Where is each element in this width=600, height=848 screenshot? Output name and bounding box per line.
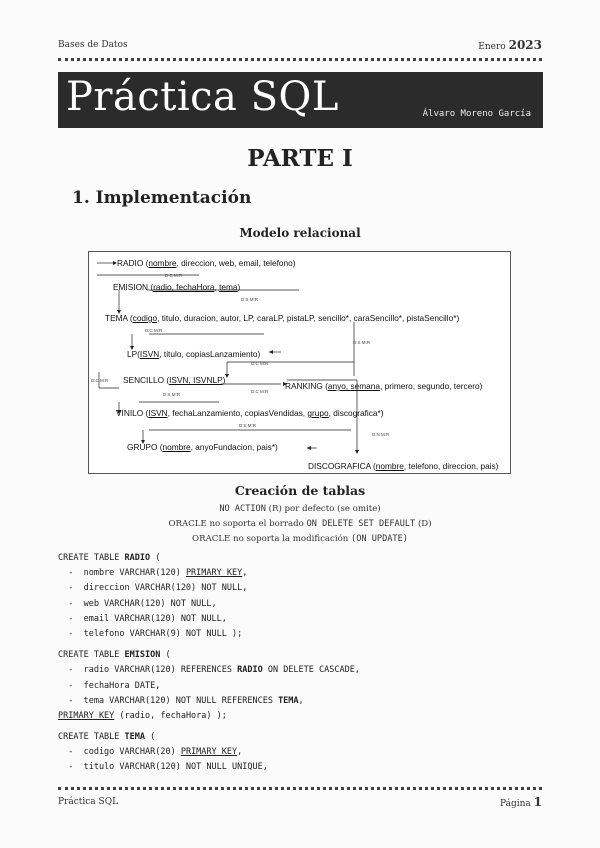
- footer-title: Práctica SQL: [58, 797, 119, 807]
- rule-tag: D:S M:R: [163, 392, 181, 397]
- header-divider: [58, 58, 542, 61]
- relational-model-diagram: [88, 251, 511, 474]
- entity-lp: LP(ISVN, titulo, copiasLanzamiento): [127, 349, 261, 359]
- rule-tag: D:C M:R: [251, 389, 269, 394]
- rule-tag: D:C M:R: [91, 378, 109, 383]
- header-year: 2023: [508, 38, 542, 52]
- header-month: Enero: [478, 42, 506, 52]
- note-oracle-update: ORACLE no soporta la modificación (ON UPDATE): [192, 534, 408, 544]
- code-line: - titulo VARCHAR(120) NOT NULL UNIQUE,: [58, 762, 268, 773]
- page-number: Página 1: [499, 795, 542, 809]
- rule-tag: D:C M:R: [145, 328, 163, 333]
- entity-ranking: RANKING (anyo, semana, primero, segundo, tercero): [285, 381, 483, 391]
- tables-title: Creación de tablas: [234, 483, 366, 498]
- entity-radio: RADIO (nombre, direccion, web, email, telefono): [117, 258, 296, 268]
- rule-tag: D:S M:R: [241, 297, 259, 302]
- page-header: [58, 38, 542, 54]
- part-title: PARTE I: [247, 145, 353, 172]
- footer-divider: [58, 787, 542, 790]
- rule-tag: D:N M:R: [372, 432, 390, 437]
- code-line: CREATE TABLE RADIO (: [58, 553, 161, 563]
- entity-discografica: DISCOGRAFICA (nombre, telefono, direccion, pais): [308, 461, 499, 471]
- header-date: [478, 38, 542, 52]
- section-title: 1. Implementación: [72, 188, 252, 208]
- note-no-action: NO ACTION (R) por defecto (se omite): [219, 504, 381, 514]
- code-line: - direccion VARCHAR(120) NOT NULL,: [58, 583, 248, 594]
- entity-emision: EMISION (radio, fechaHora, tema): [113, 282, 241, 292]
- model-title: Modelo relacional: [239, 226, 361, 240]
- rule-tag: D:C M:R: [165, 273, 183, 278]
- note-oracle-delete: ORACLE no soporta el borrado ON DELETE SET DEFAULT (D): [168, 519, 432, 529]
- code-line: - codigo VARCHAR(20) PRIMARY KEY,: [58, 747, 243, 758]
- code-line: PRIMARY KEY (radio, fechaHora) );: [58, 710, 227, 721]
- entity-sencillo: SENCILLO (ISVN, ISVNLP): [123, 375, 226, 385]
- code-line: CREATE TABLE TEMA (: [58, 732, 156, 743]
- document-title: Práctica SQL: [66, 74, 339, 120]
- author-name: Álvaro Moreno García: [422, 109, 531, 119]
- code-line: - telefono VARCHAR(9) NOT NULL );: [58, 628, 243, 639]
- code-line: - web VARCHAR(120) NOT NULL,: [58, 598, 217, 609]
- title-banner: [58, 72, 543, 128]
- page-footer: [58, 797, 542, 807]
- rule-tag: D:S M:R: [239, 423, 257, 428]
- code-line: - email VARCHAR(120) NOT NULL,: [58, 613, 227, 624]
- entity-grupo: GRUPO (nombre, anyoFundacion, pais*): [127, 442, 278, 452]
- code-line: - nombre VARCHAR(120) PRIMARY KEY,: [58, 568, 248, 579]
- rule-tag: D:C M:R: [251, 361, 269, 366]
- code-line: - fechaHora DATE,: [58, 680, 161, 691]
- sql-code-block: [58, 551, 360, 776]
- code-line: - tema VARCHAR(120) NOT NULL REFERENCES TEMA,: [58, 695, 304, 706]
- code-line: - radio VARCHAR(120) REFERENCES RADIO ON DELETE CASCADE,: [58, 665, 360, 676]
- rule-tag: D:S M:R: [353, 340, 371, 345]
- entity-tema: TEMA (codigo, titulo, duracion, autor, LP, caraLP, pistaLP, sencillo*, caraSencillo*, pistaSencillo*): [105, 313, 460, 323]
- entity-vinilo: VINILO (ISVN, fechaLanzamiento, copiasVendidas, grupo, discografica*): [116, 408, 384, 418]
- header-course: Bases de Datos: [58, 40, 128, 50]
- code-line: CREATE TABLE EMISION (: [58, 650, 171, 661]
